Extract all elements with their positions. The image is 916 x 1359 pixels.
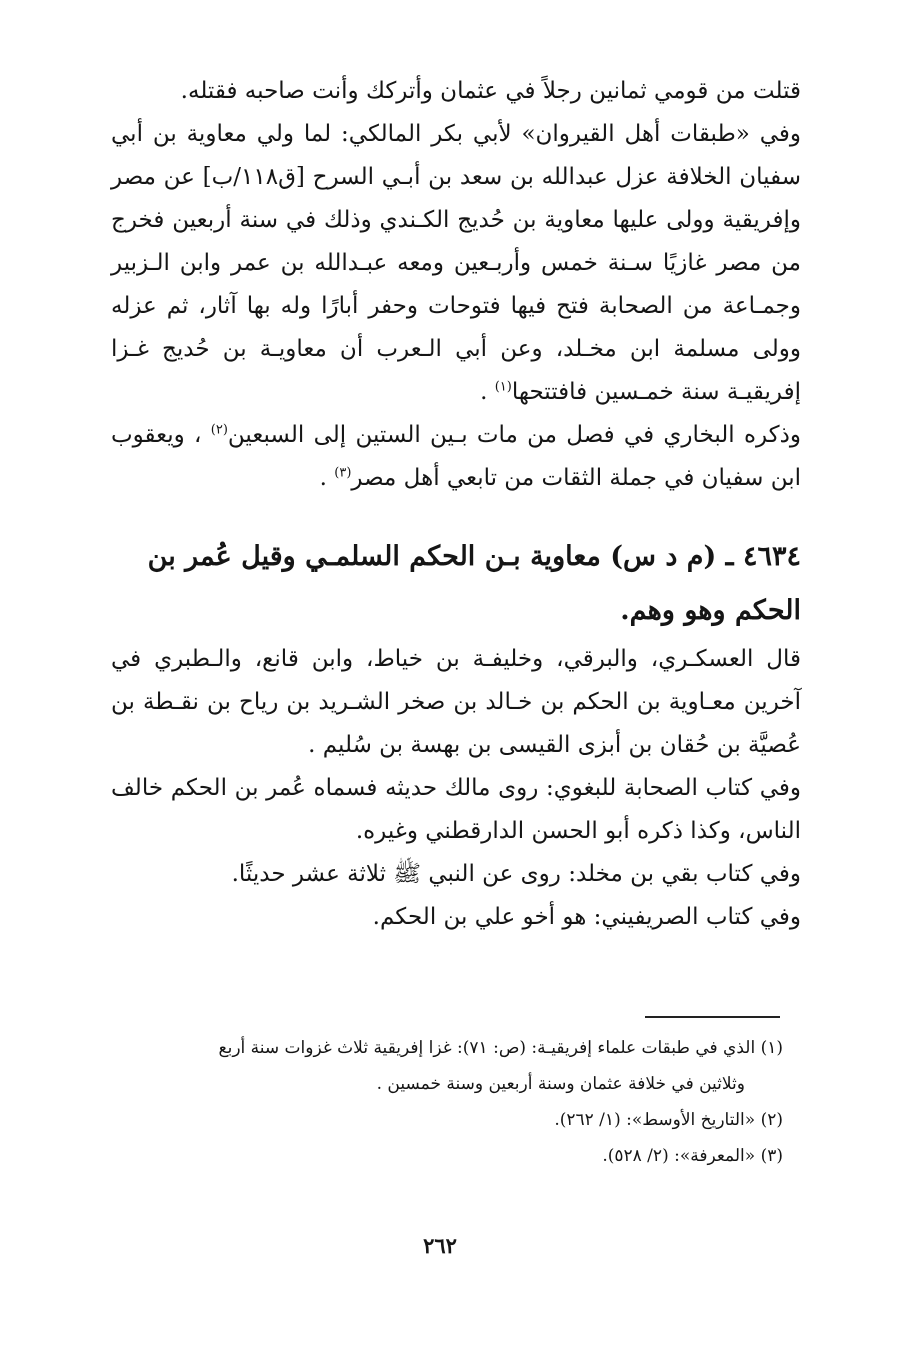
body-text-block-2 [111,638,801,939]
footnote-ref-3: (٣) [334,465,352,481]
footnote-divider [645,1016,780,1018]
paragraph-5: وفي كتاب الصحابة للبغوي: روى مالك حديثه فسماه عُمر بن الحكم خالف الناس، وكذا ذكره أبو الحسن الدارقطني وغيره. [111,775,801,844]
paragraph-4: قال العسكـري، والبرقي، وخليفـة بن خياط، وابن قانع، والـطبري في آخرين معـاوية بن الحكم بن خـالد بن صخر الشـريد بن رياح بن نقـطة بن عُصيَّة بن حُقان بن أبزى القيسى بن بهسة بن سُليم . [111,646,801,758]
paragraph-3-end: . [319,465,335,491]
footnote-ref-2: (٢) [210,422,228,438]
page-number: ٢٦٢ [423,1233,457,1258]
footnote-1: (١) الذي في طبقات علماء إفريقيـة: (ص: ٧١): غزا إفريقية ثلاث غزوات سنة أربع [218,1038,783,1058]
paragraph-3-text-a: وذكره البخاري في فصل من مات بـين الستين إلى السبعين [227,422,801,448]
footnote-ref-1: (١) [494,379,512,395]
paragraph-6: وفي كتاب بقي بن مخلد: روى عن النبي ﷺ ثلاثة عشر حديثًا. [231,861,801,887]
footnote-2: (٢) «التاريخ الأوسط»: (١/ ٢٦٢). [554,1110,783,1130]
body-text-block-1 [111,70,801,500]
footnote-1-continuation: وثلاثين في خلافة عثمان وسنة أربعين وسنة خمسين . [376,1074,745,1094]
paragraph-7: وفي كتاب الصريفيني: هو أخو علي بن الحكم. [372,904,801,930]
paragraph-2 [111,113,801,414]
paragraph-2-text: وفي «طبقات أهل القيروان» لأبي بكر المالكي: لما ولي معاوية بن أبي سفيان الخلافة عزل عبدالله بن سعد بن أبـي السرح [ق١١٨/ب] عن مصر وإفريقية وولى عليها معاوية بن حُديج الكـندي وذلك في سنة أربعين فخرج من مصر غازيًا سـنة خمس وأربـعين ومعه عبـدالله بن عمر وابن الـزبير وجمـاعة من الصحابة فتح فيها فتوحات وحفر أبارًا وله بها آثار، ثم عزله وولى مسلمة ابن مخـلد، وعن أبي الـعرب أن معاويـة بن حُديج غـزا إفريقيـة سنة خمـسين فافتتحها [111,121,801,405]
paragraph-3-text-b: ، ويعقوب ابن سفيان في جملة الثقات من تابعي أهل مصر [111,422,801,491]
paragraph-3 [111,414,801,500]
footnotes [93,1030,783,1174]
paragraph-1: قتلت من قومي ثمانين رجلاً في عثمان وأتركك وأنت صاحبه فقتله. [180,78,801,104]
footnote-3: (٣) «المعرفة»: (٢/ ٥٢٨). [602,1146,783,1166]
paragraph-2-end: . [480,379,495,405]
entry-heading: ٤٦٣٤ ـ (م د س) معاوية بـن الحكم السلمـي وقيل عُمر بن الحكم وهو وهم. [147,541,801,626]
